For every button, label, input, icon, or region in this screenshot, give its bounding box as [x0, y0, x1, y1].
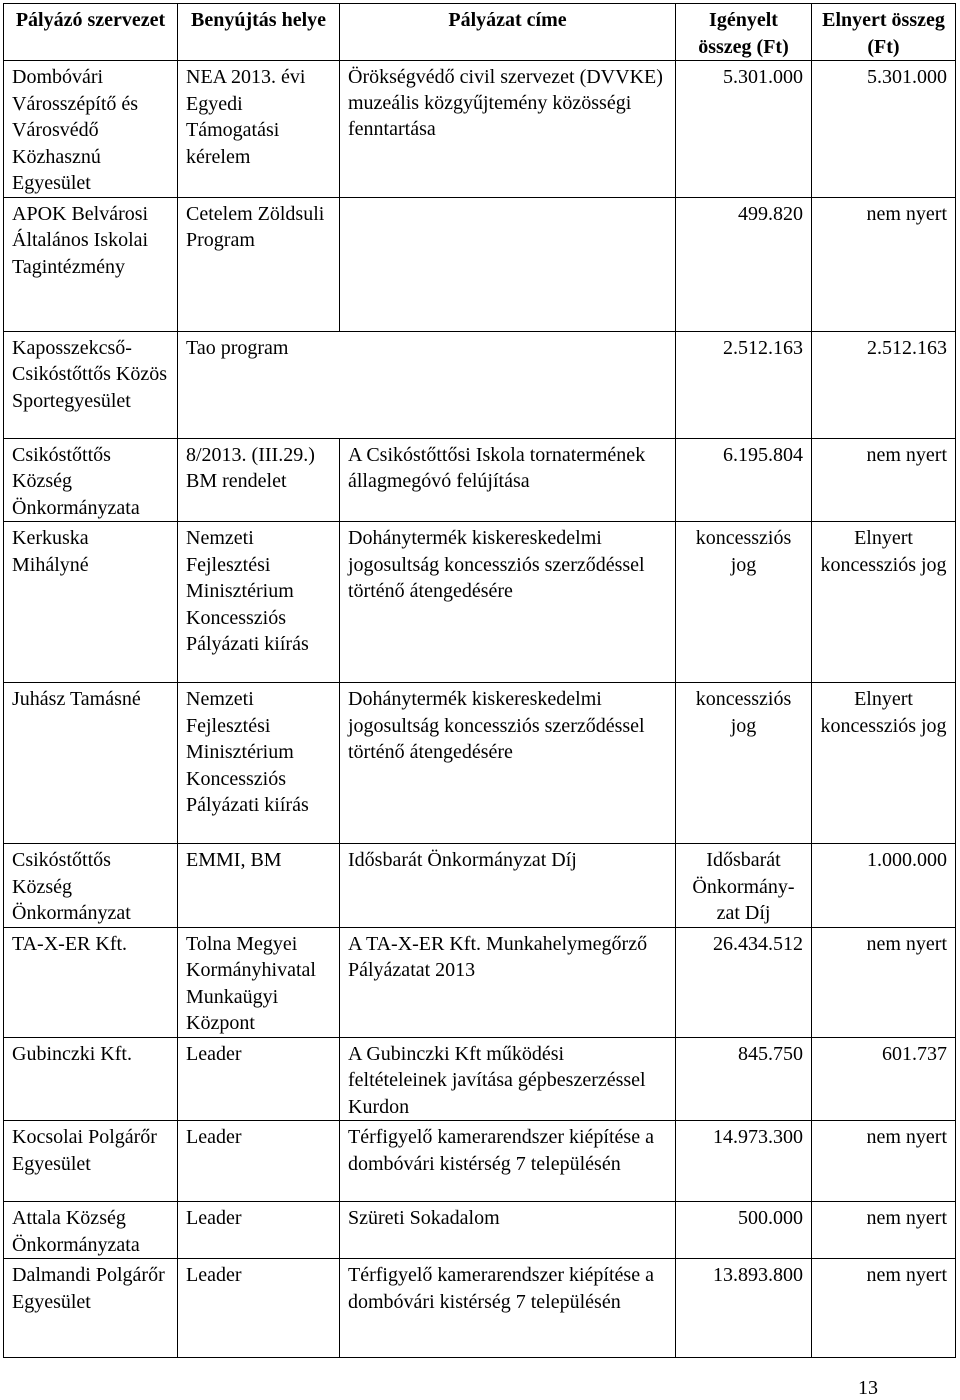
organization-cell: Csikóstőttős Község Önkormányzata — [4, 438, 178, 522]
submitted-to-cell: EMMI, BM — [178, 844, 340, 928]
requested-cell: 13.893.800 — [676, 1259, 812, 1358]
submitted-to-cell: Nemzeti Fejlesztési Minisztérium Koncessziós Pályázati kiírás — [178, 683, 340, 844]
submitted-to-cell: Cetelem Zöldsuli Program — [178, 197, 340, 331]
organization-cell: Csikóstőttős Község Önkormányzat — [4, 844, 178, 928]
table-row — [4, 927, 956, 1037]
table-row — [4, 1121, 956, 1202]
organization-cell: Gubinczki Kft. — [4, 1037, 178, 1121]
requested-cell: koncessziós jog — [676, 683, 812, 844]
awarded-cell: nem nyert — [812, 438, 956, 522]
awarded-cell: nem nyert — [812, 1121, 956, 1202]
requested-cell: 5.301.000 — [676, 61, 812, 198]
table-row — [4, 1259, 956, 1358]
title-cell: Idősbarát Önkormányzat Díj — [340, 844, 676, 928]
table-row — [4, 683, 956, 844]
awarded-cell: Elnyert koncessziós jog — [812, 683, 956, 844]
title-cell: A TA-X-ER Kft. Munkahelymegőrző Pályázatat 2013 — [340, 927, 676, 1037]
title-cell: Térfigyelő kamerarendszer kiépítése a dombóvári kistérség 7 településén — [340, 1121, 676, 1202]
table-row — [4, 331, 956, 438]
table-row — [4, 844, 956, 928]
title-cell: Dohánytermék kiskereskedelmi jogosultság koncessziós szerződéssel történő átengedésére — [340, 522, 676, 683]
grant-table — [3, 3, 956, 1358]
submitted-to-cell: NEA 2013. évi Egyedi Támogatási kérelem — [178, 61, 340, 198]
awarded-cell: 1.000.000 — [812, 844, 956, 928]
requested-cell: 499.820 — [676, 197, 812, 331]
requested-cell: 6.195.804 — [676, 438, 812, 522]
title-cell: A Csikóstőttősi Iskola tornatermének állagmegóvó felújítása — [340, 438, 676, 522]
submitted-to-cell: Tao program — [178, 331, 676, 438]
organization-cell: Dombóvári Városszépítő és Városvédő Közhasznú Egyesület — [4, 61, 178, 198]
table-row — [4, 61, 956, 198]
header-title: Pályázat címe — [340, 4, 676, 61]
awarded-cell: nem nyert — [812, 1202, 956, 1259]
awarded-cell: nem nyert — [812, 197, 956, 331]
table-row — [4, 438, 956, 522]
page-number: 13 — [858, 1377, 878, 1399]
organization-cell: Juhász Tamásné — [4, 683, 178, 844]
title-cell: A Gubinczki Kft működési feltételeinek javítása gépbeszerzéssel Kurdon — [340, 1037, 676, 1121]
table-header-row — [4, 4, 956, 61]
table-row — [4, 197, 956, 331]
header-organization: Pályázó szervezet — [4, 4, 178, 61]
organization-cell: Kerkuska Mihályné — [4, 522, 178, 683]
submitted-to-cell: Nemzeti Fejlesztési Minisztérium Koncessziós Pályázati kiírás — [178, 522, 340, 683]
awarded-cell: nem nyert — [812, 927, 956, 1037]
organization-cell: Attala Község Önkormányzata — [4, 1202, 178, 1259]
header-submitted-to: Benyújtás helye — [178, 4, 340, 61]
requested-cell: 500.000 — [676, 1202, 812, 1259]
submitted-to-cell: Leader — [178, 1202, 340, 1259]
requested-cell: Idősbarát Önkormány-zat Díj — [676, 844, 812, 928]
submitted-to-cell: Leader — [178, 1121, 340, 1202]
organization-cell: Dalmandi Polgárőr Egyesület — [4, 1259, 178, 1358]
organization-cell: APOK Belvárosi Általános Iskolai Tagintézmény — [4, 197, 178, 331]
requested-cell: 2.512.163 — [676, 331, 812, 438]
organization-cell: Kaposszekcső-Csikóstőttős Közös Sportegyesület — [4, 331, 178, 438]
header-requested: Igényelt összeg (Ft) — [676, 4, 812, 61]
awarded-cell: 2.512.163 — [812, 331, 956, 438]
requested-cell: 845.750 — [676, 1037, 812, 1121]
requested-cell: 14.973.300 — [676, 1121, 812, 1202]
awarded-cell: nem nyert — [812, 1259, 956, 1358]
organization-cell: Kocsolai Polgárőr Egyesület — [4, 1121, 178, 1202]
title-cell: Szüreti Sokadalom — [340, 1202, 676, 1259]
title-cell: Térfigyelő kamerarendszer kiépítése a dombóvári kistérség 7 településén — [340, 1259, 676, 1358]
table-row — [4, 522, 956, 683]
table-row — [4, 1202, 956, 1259]
submitted-to-cell: Leader — [178, 1037, 340, 1121]
header-awarded: Elnyert összeg (Ft) — [812, 4, 956, 61]
organization-cell: TA-X-ER Kft. — [4, 927, 178, 1037]
awarded-cell: 601.737 — [812, 1037, 956, 1121]
requested-cell: koncessziós jog — [676, 522, 812, 683]
title-cell: Örökségvédő civil szervezet (DVVKE) muzeális közgyűjtemény közösségi fenntartása — [340, 61, 676, 198]
title-cell — [340, 197, 676, 331]
submitted-to-cell: Leader — [178, 1259, 340, 1358]
table-row — [4, 1037, 956, 1121]
submitted-to-cell: 8/2013. (III.29.) BM rendelet — [178, 438, 340, 522]
submitted-to-cell: Tolna Megyei Kormányhivatal Munkaügyi Központ — [178, 927, 340, 1037]
requested-cell: 26.434.512 — [676, 927, 812, 1037]
title-cell: Dohánytermék kiskereskedelmi jogosultság koncessziós szerződéssel történő átengedésére — [340, 683, 676, 844]
awarded-cell: 5.301.000 — [812, 61, 956, 198]
awarded-cell: Elnyert koncessziós jog — [812, 522, 956, 683]
